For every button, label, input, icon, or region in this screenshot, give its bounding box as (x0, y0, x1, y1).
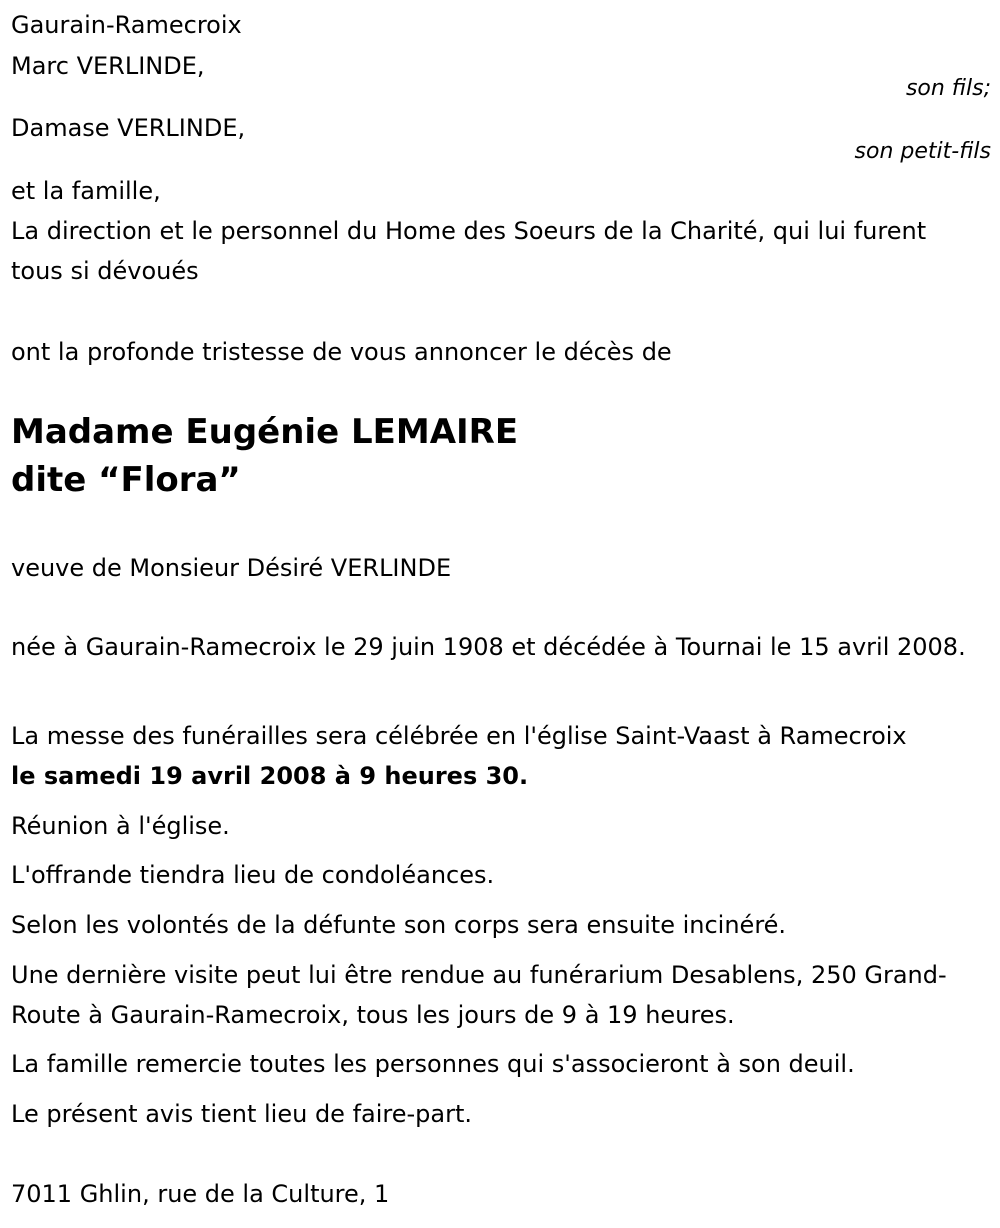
town-line: Gaurain-Ramecroix (11, 11, 242, 39)
cremation-line: Selon les volontés de la défunte son corps sera ensuite incinéré. (11, 911, 787, 939)
meeting-line: Réunion à l'église. (11, 812, 230, 840)
mass-line (11, 716, 911, 796)
offering-line: L'offrande tiendra lieu de condoléances. (11, 861, 495, 889)
son-name: Marc VERLINDE, (11, 52, 205, 80)
address-line: 7011 Ghlin, rue de la Culture, 1 (11, 1180, 390, 1208)
family-line: et la famille, (11, 177, 161, 205)
mass-text: La messe des funérailles sera célébrée en l'église Saint-Vaast à Ramecroix (11, 722, 907, 750)
grandson-role: son petit-fils (854, 139, 991, 164)
visit-line: Une dernière visite peut lui être rendue au funérarium Desablens, 250 Grand-Route à Gaurain-Ramecroix, tous les jours de 9 à 19 heures. (11, 961, 947, 1029)
deceased-name: Madame Eugénie LEMAIRE (11, 412, 519, 452)
thanks-line: La famille remercie toutes les personnes qui s'associeront à son deuil. (11, 1050, 855, 1078)
grandson-name: Damase VERLINDE, (11, 114, 246, 142)
home-staff-line: La direction et le personnel du Home des Soeurs de la Charité, qui lui furent tous si dévoués (11, 217, 927, 285)
mass-date: le samedi 19 avril 2008 à 9 heures 30. (11, 762, 529, 790)
son-role: son fils; (905, 76, 991, 101)
deceased-nickname: dite “Flora” (11, 460, 241, 500)
widow-of-line: veuve de Monsieur Désiré VERLINDE (11, 554, 452, 582)
notice-line: Le présent avis tient lieu de faire-part. (11, 1100, 473, 1128)
birth-death-line: née à Gaurain-Ramecroix le 29 juin 1908 et décédée à Tournai le 15 avril 2008. (11, 633, 966, 661)
deceased-name-block (11, 408, 518, 504)
announcement-line: ont la profonde tristesse de vous annoncer le décès de (11, 338, 672, 366)
